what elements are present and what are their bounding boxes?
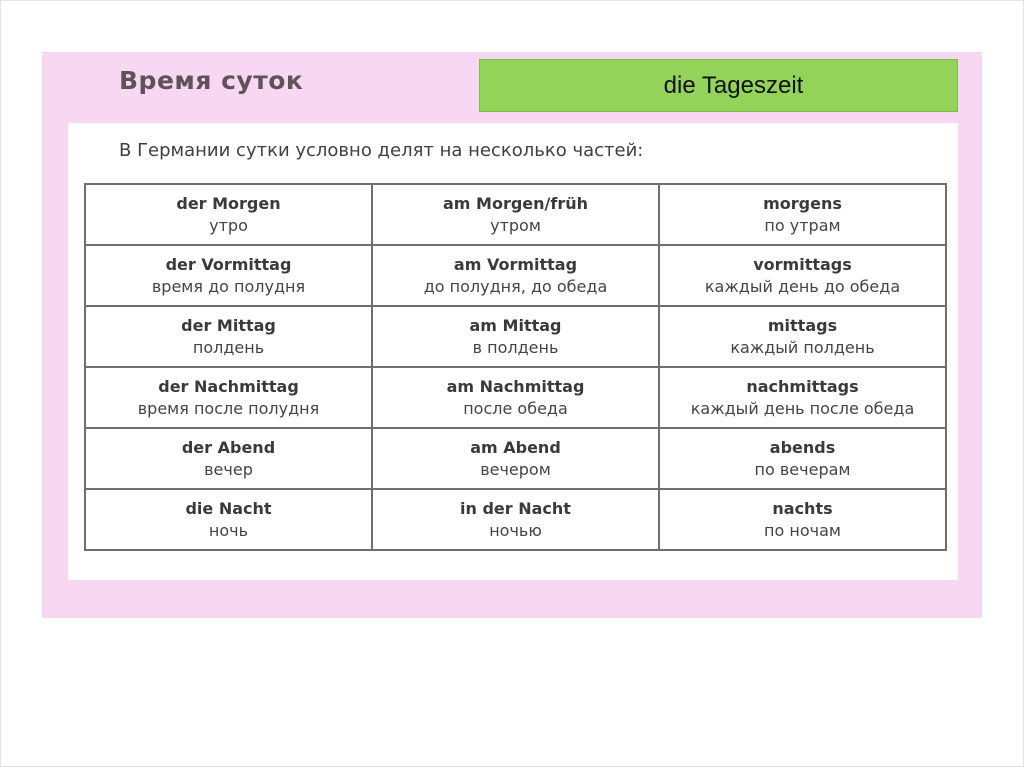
russian-translation: утром bbox=[490, 215, 541, 235]
russian-translation: по вечерам bbox=[754, 459, 851, 479]
german-term: am Morgen/früh bbox=[442, 193, 588, 213]
table-row bbox=[85, 306, 946, 367]
table-cell bbox=[85, 489, 372, 550]
table-cell bbox=[372, 489, 659, 550]
russian-translation: каждый полдень bbox=[730, 337, 875, 357]
russian-translation: в полдень bbox=[472, 337, 559, 357]
table-cell bbox=[659, 428, 946, 489]
russian-translation: по утрам bbox=[764, 215, 841, 235]
german-term: am Mittag bbox=[469, 315, 562, 335]
german-term: abends bbox=[769, 437, 836, 457]
russian-translation: время до полудня bbox=[151, 276, 306, 296]
russian-translation: вечером bbox=[480, 459, 551, 479]
intro-text: В Германии сутки условно делят на несколько частей: bbox=[119, 140, 644, 161]
russian-translation: вечер bbox=[204, 459, 253, 479]
table-cell bbox=[372, 306, 659, 367]
russian-translation: полдень bbox=[192, 337, 265, 357]
table-cell bbox=[85, 367, 372, 428]
table-cell bbox=[659, 367, 946, 428]
russian-translation: каждый день после обеда bbox=[690, 398, 915, 418]
german-term: am Abend bbox=[470, 437, 561, 457]
table-cell bbox=[659, 489, 946, 550]
table-row bbox=[85, 489, 946, 550]
table-row bbox=[85, 245, 946, 306]
german-term: die Nacht bbox=[185, 498, 272, 518]
table-cell bbox=[659, 306, 946, 367]
russian-translation: ночь bbox=[208, 520, 249, 540]
phrase-table bbox=[84, 183, 947, 551]
table-cell bbox=[659, 245, 946, 306]
table-cell bbox=[372, 428, 659, 489]
german-term: der Mittag bbox=[181, 315, 276, 335]
label-box-text: die Tageszeit bbox=[663, 71, 804, 99]
german-term: der Abend bbox=[181, 437, 276, 457]
german-term: morgens bbox=[763, 193, 842, 213]
german-term: der Morgen bbox=[176, 193, 281, 213]
russian-translation: после обеда bbox=[463, 398, 568, 418]
german-term: mittags bbox=[767, 315, 838, 335]
russian-translation: ночью bbox=[489, 520, 542, 540]
german-term: der Vormittag bbox=[165, 254, 292, 274]
table-cell bbox=[85, 184, 372, 245]
german-term: der Nachmittag bbox=[158, 376, 299, 396]
table-cell bbox=[372, 184, 659, 245]
label-box bbox=[479, 59, 958, 112]
russian-translation: утро bbox=[209, 215, 248, 235]
table-cell bbox=[372, 245, 659, 306]
german-term: vormittags bbox=[753, 254, 852, 274]
table-row bbox=[85, 428, 946, 489]
table-cell bbox=[372, 367, 659, 428]
german-term: nachmittags bbox=[746, 376, 859, 396]
german-term: am Nachmittag bbox=[446, 376, 585, 396]
russian-translation: каждый день до обеда bbox=[704, 276, 901, 296]
page-title: Время суток bbox=[119, 66, 304, 95]
russian-translation: время после полудня bbox=[137, 398, 320, 418]
table-cell bbox=[85, 245, 372, 306]
table-cell bbox=[85, 306, 372, 367]
table-row bbox=[85, 184, 946, 245]
german-term: in der Nacht bbox=[460, 498, 571, 518]
table-cell bbox=[85, 428, 372, 489]
table-row bbox=[85, 367, 946, 428]
russian-translation: по ночам bbox=[764, 520, 841, 540]
german-term: nachts bbox=[772, 498, 833, 518]
russian-translation: до полудня, до обеда bbox=[423, 276, 608, 296]
table-cell bbox=[659, 184, 946, 245]
german-term: am Vormittag bbox=[453, 254, 578, 274]
